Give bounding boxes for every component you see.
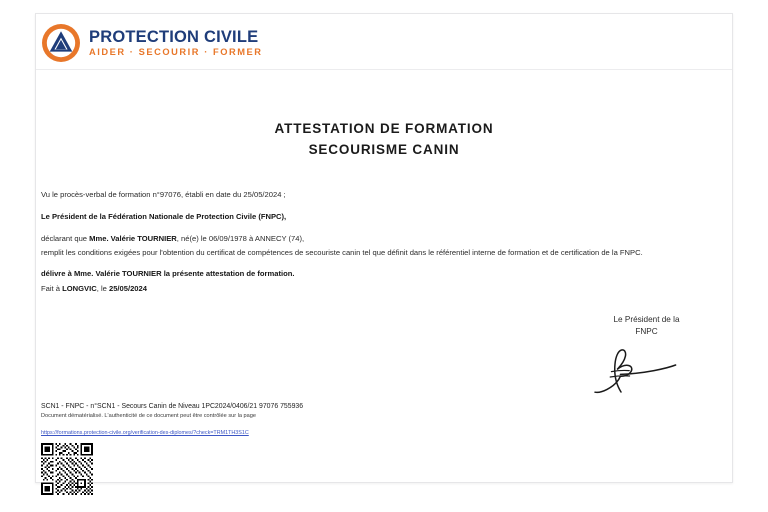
issuer-line: [41, 212, 729, 222]
signature-label-line-1: Le Président de la: [613, 315, 680, 324]
brand-name: PROTECTION CIVILE: [89, 27, 259, 46]
page-title: [36, 118, 732, 161]
date-prefix: , le: [96, 284, 109, 294]
certificate-body: [41, 190, 729, 295]
preamble-text: Vu le procès-verbal de formation n°97076, établi en date du 25/05/2024 ;: [41, 190, 286, 199]
delivery-prefix: délivre à: [41, 269, 74, 278]
declaring-prefix: déclarant que: [41, 233, 90, 243]
preamble-line: [41, 190, 729, 200]
declaration-line: [41, 234, 729, 244]
reference-text: SCN1 - FNPC - n°SCN1 - Secours Canin de Niveau 1PC2024/0406/21 97076 755936: [41, 403, 304, 410]
place-date-line: [41, 284, 729, 294]
protection-civile-triangle-logo-icon: [41, 23, 81, 63]
reference-line: [41, 402, 729, 412]
place-prefix: Fait à: [41, 284, 63, 294]
signature-label-line-2: FNPC: [635, 326, 658, 336]
handwritten-signature-icon: [587, 344, 707, 396]
qr-code-icon[interactable]: [41, 443, 93, 495]
conditions-text: remplit les conditions exigées pour l'obtention du certificat de compétences de secouriste canin tel que définit dans le référentiel interne de formation et de certification de la FNPC.: [41, 247, 643, 257]
notice-text: Document dématérialisé. L'authenticité de ce document peut être contrôlée sur la page: [41, 413, 257, 420]
title-line-2: SECOURISME CANIN: [308, 142, 460, 158]
conditions-line: [41, 248, 729, 258]
certificate-page: [35, 13, 733, 483]
declaring-suffix: , né(e) le 06/09/1978 à ANNECY (74),: [176, 233, 305, 243]
delivery-recipient: Mme. Valérie TOURNIER: [73, 269, 162, 278]
verification-link[interactable]: https://formations.protection-civile.org/verification-des-diplomes/?check=TRM1TH3S1C: [41, 429, 249, 436]
place-name: LONGVIC: [62, 284, 97, 294]
issue-date: 25/05/2024: [108, 284, 147, 294]
certificate-header: [36, 14, 732, 70]
delivery-line: [41, 269, 729, 279]
delivery-suffix: la présente attestation de formation.: [161, 269, 295, 278]
certificate-footer: [41, 402, 729, 495]
brand-wordmark: [89, 29, 263, 58]
signature-block: [564, 314, 729, 396]
recipient-name: Mme. Valérie TOURNIER: [89, 233, 177, 243]
brand-tagline: AIDER · SECOURIR · FORMER: [89, 47, 263, 58]
notice-line: [41, 412, 729, 420]
issuer-text: Le Président de la Fédération Nationale de Protection Civile (FNPC),: [41, 212, 287, 222]
title-line-1: ATTESTATION DE FORMATION: [274, 121, 494, 136]
brand-logo: [41, 23, 263, 63]
